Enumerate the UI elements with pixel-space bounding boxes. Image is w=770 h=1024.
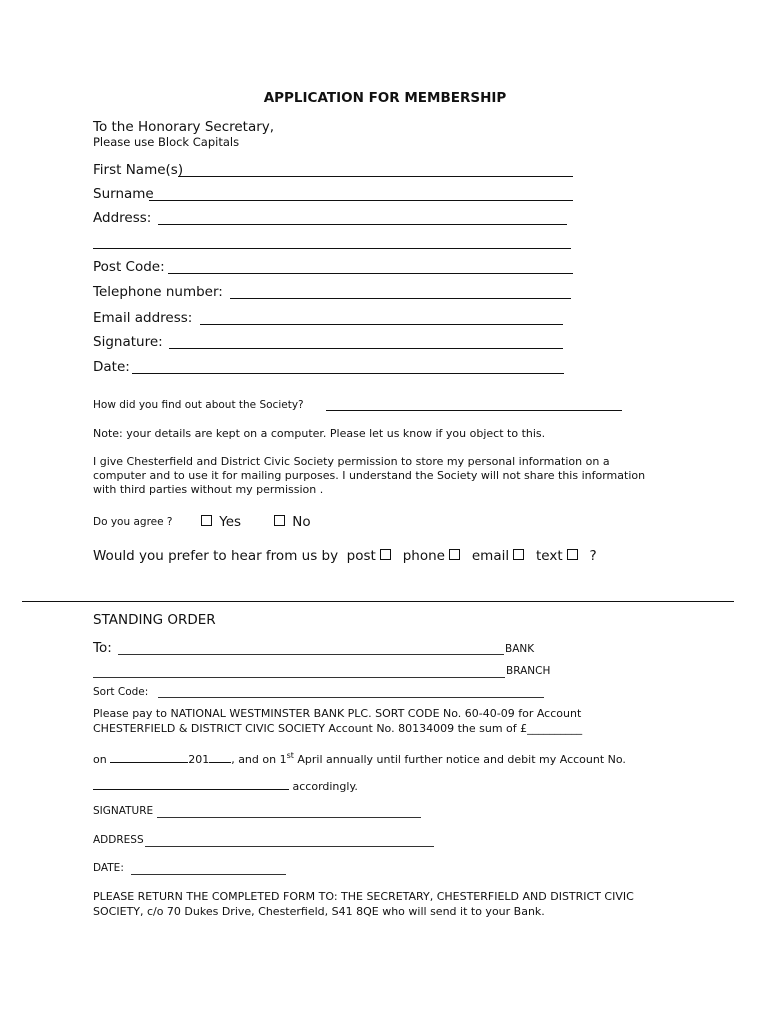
so-signature-label: SIGNATURE: [93, 805, 154, 817]
yes-label: Yes: [219, 514, 242, 530]
text-label: text: [535, 548, 563, 564]
return-instruction-line-1: PLEASE RETURN THE COMPLETED FORM TO: THE SECRETARY, CHESTERFIELD AND DISTRICT CIVIC: [93, 890, 634, 903]
first-name-label: First Name(s): [93, 162, 184, 178]
page-title: APPLICATION FOR MEMBERSHIP: [263, 90, 507, 106]
email-label: Email address:: [93, 310, 193, 326]
email-field[interactable]: [200, 324, 563, 325]
no-checkbox[interactable]: [274, 515, 285, 526]
so-address-label: ADDRESS: [93, 834, 144, 846]
so-date-label: DATE:: [93, 862, 124, 874]
telephone-field[interactable]: [230, 298, 571, 299]
post-label: post: [346, 548, 376, 564]
surname-field[interactable]: [149, 200, 573, 201]
signature-label: Signature:: [93, 334, 163, 350]
agree-no-option[interactable]: [274, 514, 311, 530]
to-label: To:: [93, 640, 112, 656]
pay-instruction-line-1: Please pay to NATIONAL WESTMINSTER BANK PLC. SORT CODE No. 60-40-09 for Account: [93, 707, 582, 720]
address-field-line-2[interactable]: [93, 248, 571, 249]
phone-checkbox[interactable]: [449, 549, 460, 560]
accordingly-text: accordingly.: [289, 780, 358, 793]
sort-code-field[interactable]: [158, 697, 544, 698]
section-divider: [22, 601, 734, 602]
bank-label: BANK: [505, 643, 535, 655]
start-date-field[interactable]: [110, 750, 188, 763]
account-number-field[interactable]: [93, 777, 289, 790]
date-field[interactable]: [132, 373, 564, 374]
year-suffix-field[interactable]: [209, 750, 231, 763]
signature-field[interactable]: [169, 348, 563, 349]
branch-field[interactable]: [93, 677, 505, 678]
agree-yes-option[interactable]: [201, 514, 241, 530]
so-signature-field[interactable]: [157, 817, 421, 818]
telephone-label: Telephone number:: [93, 284, 223, 300]
phone-label: phone: [402, 548, 445, 564]
so-address-field[interactable]: [145, 846, 434, 847]
on-label: on: [93, 753, 107, 766]
post-checkbox[interactable]: [380, 549, 391, 560]
bank-field[interactable]: [118, 654, 504, 655]
branch-label: BRANCH: [506, 665, 551, 677]
address-label: Address:: [93, 210, 152, 226]
post-code-field[interactable]: [168, 273, 573, 274]
payment-date-row: [93, 750, 626, 766]
year-prefix: 201: [188, 753, 210, 766]
no-label: No: [292, 514, 311, 530]
text-checkbox[interactable]: [567, 549, 578, 560]
permission-statement: I give Chesterfield and District Civic Society permission to store my personal information on a computer and to use it for mailing purposes. I understand the Society will not share this information with third parties without my permission .: [93, 455, 646, 496]
april-text: April annually until further notice and debit my Account No.: [293, 753, 626, 766]
salutation: To the Honorary Secretary,: [93, 119, 275, 135]
surname-label: Surname: [93, 186, 154, 202]
yes-checkbox[interactable]: [201, 515, 212, 526]
contact-preference-label: Would you prefer to hear from us by: [93, 548, 339, 564]
and-on-text: , and on 1: [231, 753, 287, 766]
agree-label: Do you agree ?: [93, 516, 173, 528]
address-field-line-1[interactable]: [158, 224, 567, 225]
st-superscript: st: [286, 751, 294, 760]
block-capitals-instruction: Please use Block Capitals: [93, 135, 240, 149]
society-question-field[interactable]: [326, 410, 622, 411]
contact-preference-row: [93, 548, 597, 564]
post-code-label: Post Code:: [93, 259, 165, 275]
question-mark: ?: [589, 548, 597, 564]
email-checkbox[interactable]: [513, 549, 524, 560]
standing-order-heading: STANDING ORDER: [93, 612, 216, 628]
data-note: Note: your details are kept on a computer. Please let us know if you object to this.: [93, 427, 546, 440]
society-question-label: How did you find out about the Society?: [93, 399, 304, 411]
sort-code-label: Sort Code:: [93, 686, 149, 698]
return-instruction-line-2: SOCIETY, c/o 70 Dukes Drive, Chesterfield, S41 8QE who will send it to your Bank.: [93, 905, 545, 918]
so-date-field[interactable]: [131, 874, 286, 875]
email-option-label: email: [471, 548, 510, 564]
pay-instruction-line-2: CHESTERFIELD & DISTRICT CIVIC SOCIETY Account No. 80134009 the sum of £__________: [93, 722, 583, 735]
account-number-row: [93, 777, 358, 793]
first-name-field[interactable]: [178, 176, 573, 177]
date-label: Date:: [93, 359, 130, 375]
